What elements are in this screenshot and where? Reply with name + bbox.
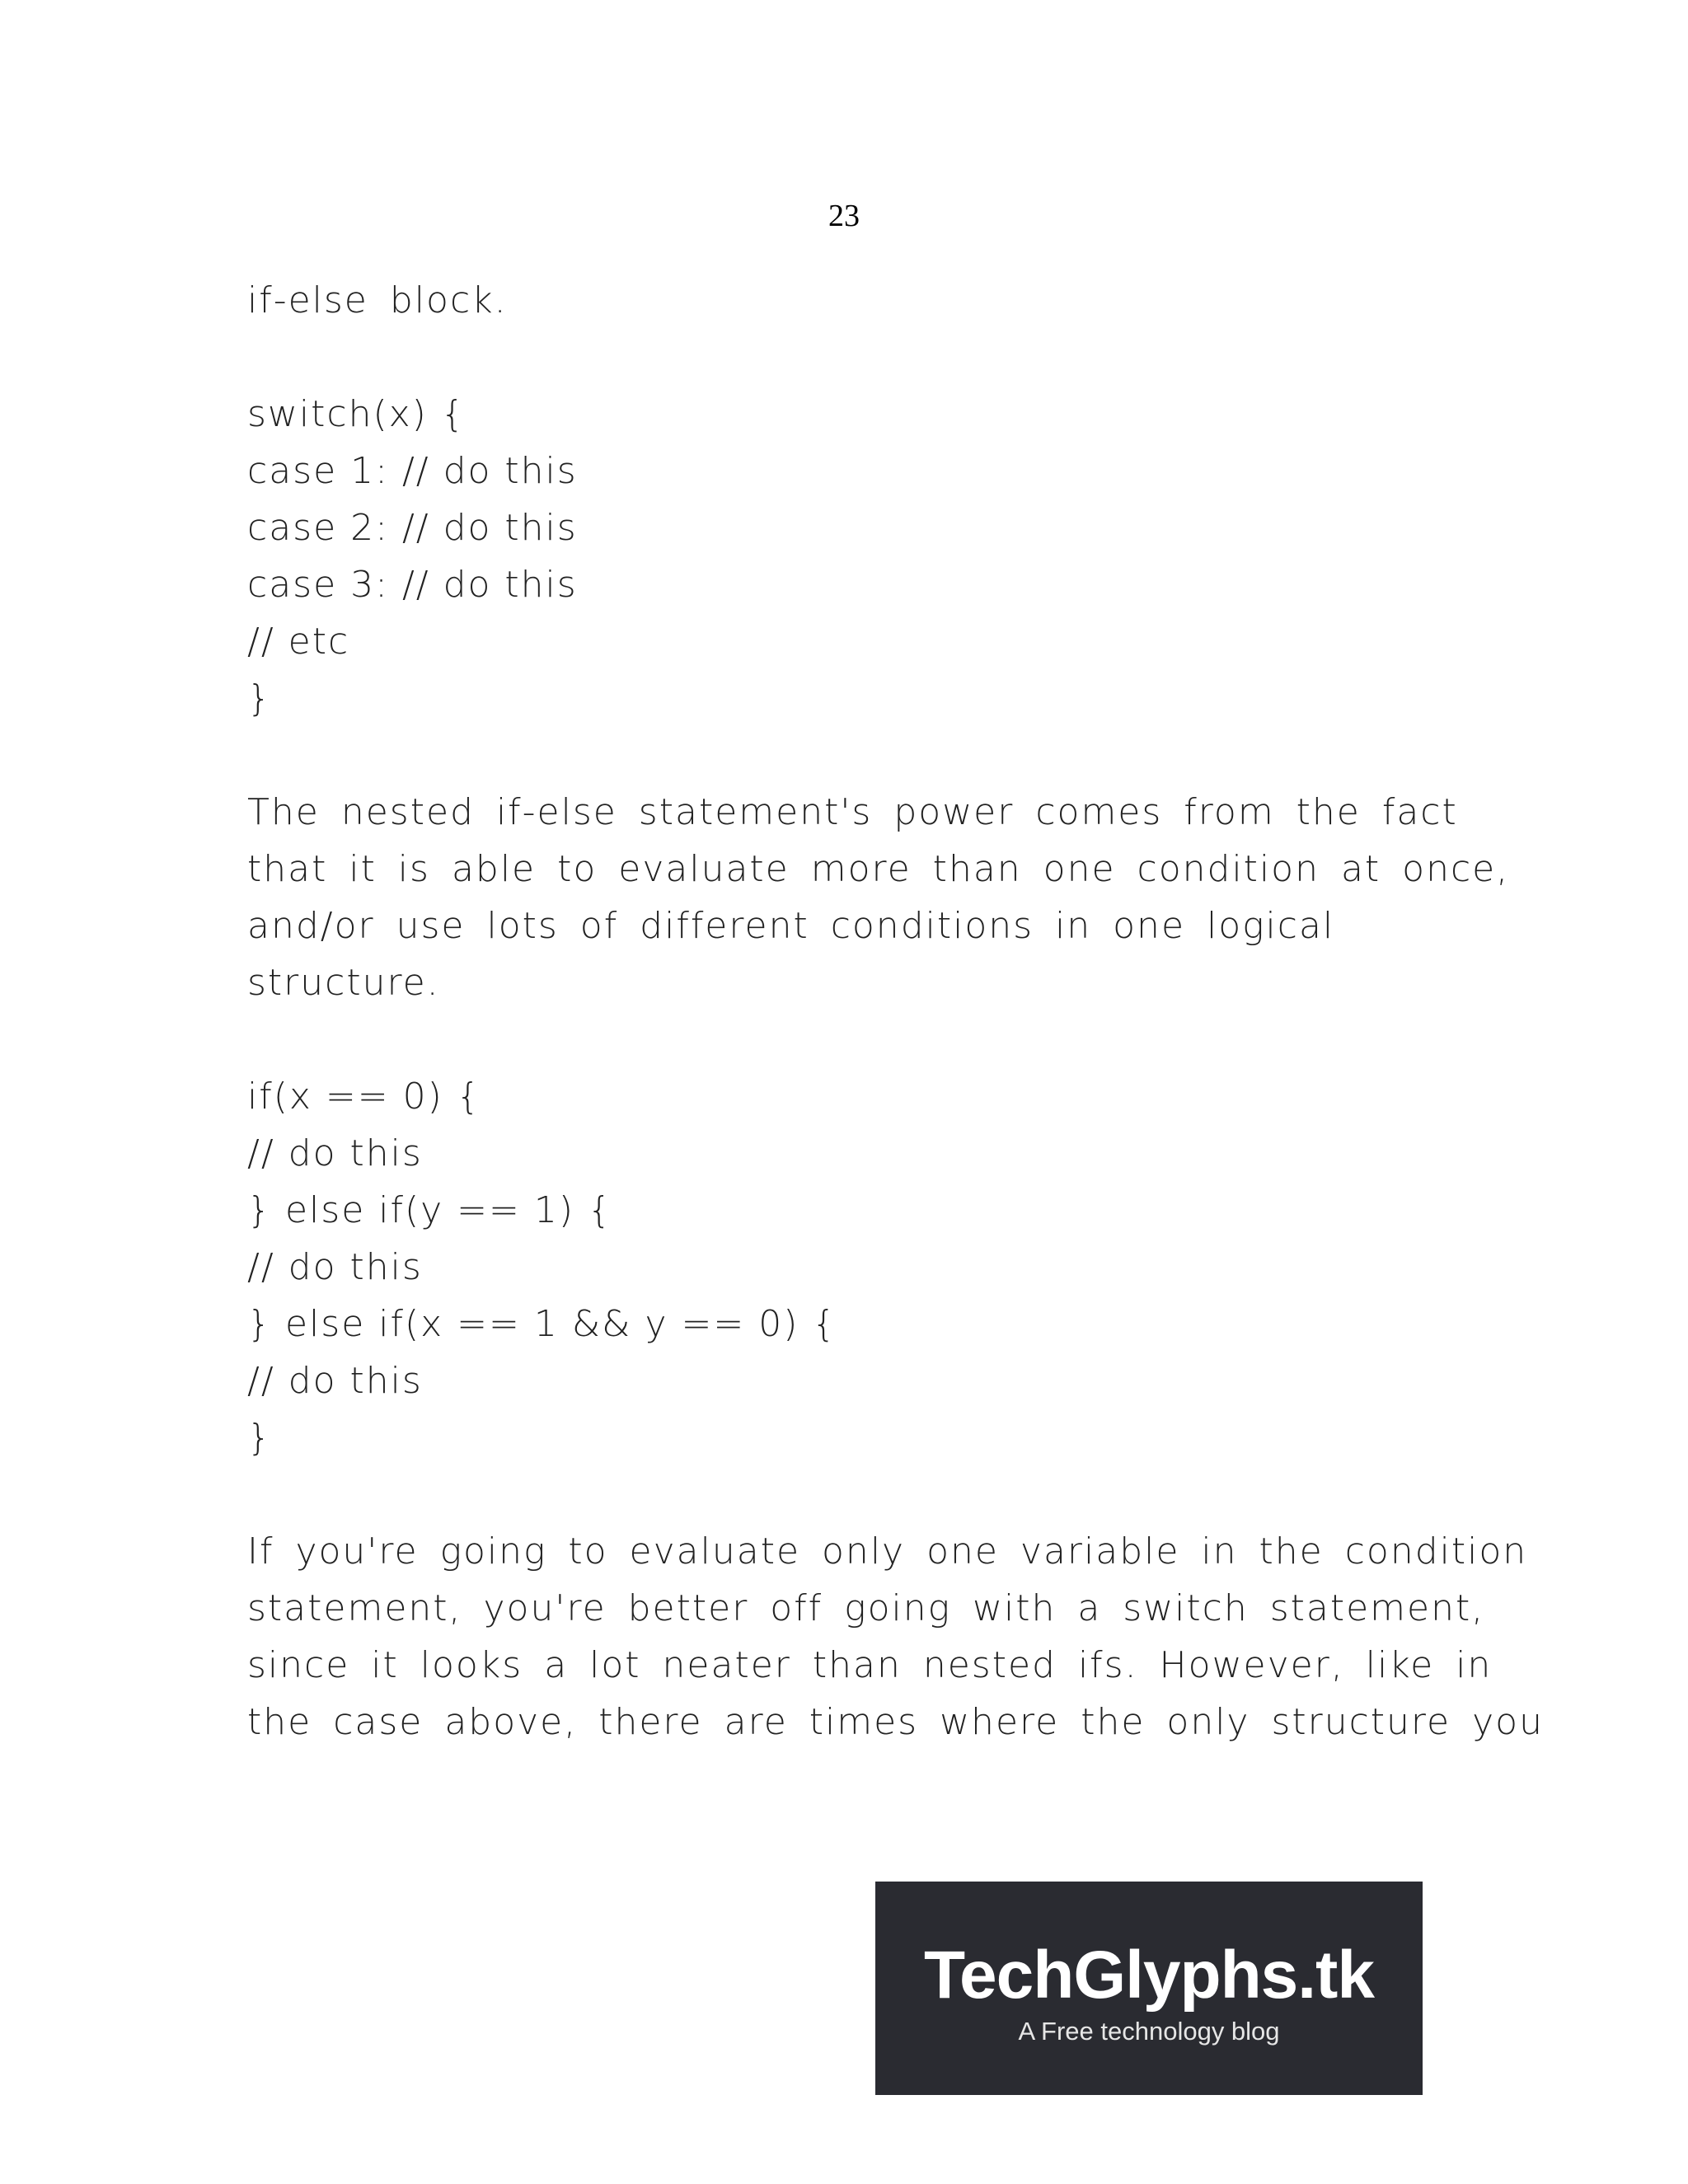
code-line: // do this	[247, 1360, 423, 1402]
paragraph	[247, 272, 1434, 329]
page-number: 23	[828, 199, 860, 233]
page-content	[247, 272, 1544, 1750]
text-line: if-else block.	[247, 279, 508, 321]
code-line: case 3: // do this	[247, 564, 578, 606]
code-line: // etc	[247, 621, 350, 663]
paragraph	[247, 1523, 1544, 1750]
logo-subtitle: A Free technology blog	[1018, 2016, 1280, 2046]
text-line: and/or use lots of different conditions in one logical	[247, 905, 1335, 947]
code-line: switch(x) {	[247, 393, 466, 435]
code-line: }	[247, 677, 272, 719]
code-block	[247, 386, 1434, 727]
techglyphs-logo	[875, 1882, 1423, 2095]
code-block	[247, 1068, 1434, 1466]
code-line: case 2: // do this	[247, 507, 578, 549]
code-line: }	[247, 1417, 272, 1459]
code-line: if(x == 0) {	[247, 1076, 481, 1118]
text-line: If you're going to evaluate only one variable in the condition	[247, 1530, 1528, 1572]
text-line: The nested if-else statement's power comes from the fact	[247, 791, 1458, 833]
code-line: } else if(y == 1) {	[247, 1189, 613, 1231]
text-line: structure.	[247, 962, 440, 1004]
text-line: the case above, there are times where the only structure you	[247, 1701, 1544, 1743]
text-line: since it looks a lot neater than nested ifs. However, like in	[247, 1644, 1493, 1686]
code-line: } else if(x == 1 && y == 0) {	[247, 1303, 837, 1345]
code-line: // do this	[247, 1132, 423, 1174]
text-line: that it is able to evaluate more than one condition at once,	[247, 848, 1510, 890]
text-line: statement, you're better off going with a switch statement,	[247, 1587, 1485, 1629]
paragraph	[247, 784, 1510, 1011]
code-line: case 1: // do this	[247, 450, 578, 492]
logo-title: TechGlyphs.tk	[924, 1937, 1374, 2013]
code-line: // do this	[247, 1246, 423, 1288]
